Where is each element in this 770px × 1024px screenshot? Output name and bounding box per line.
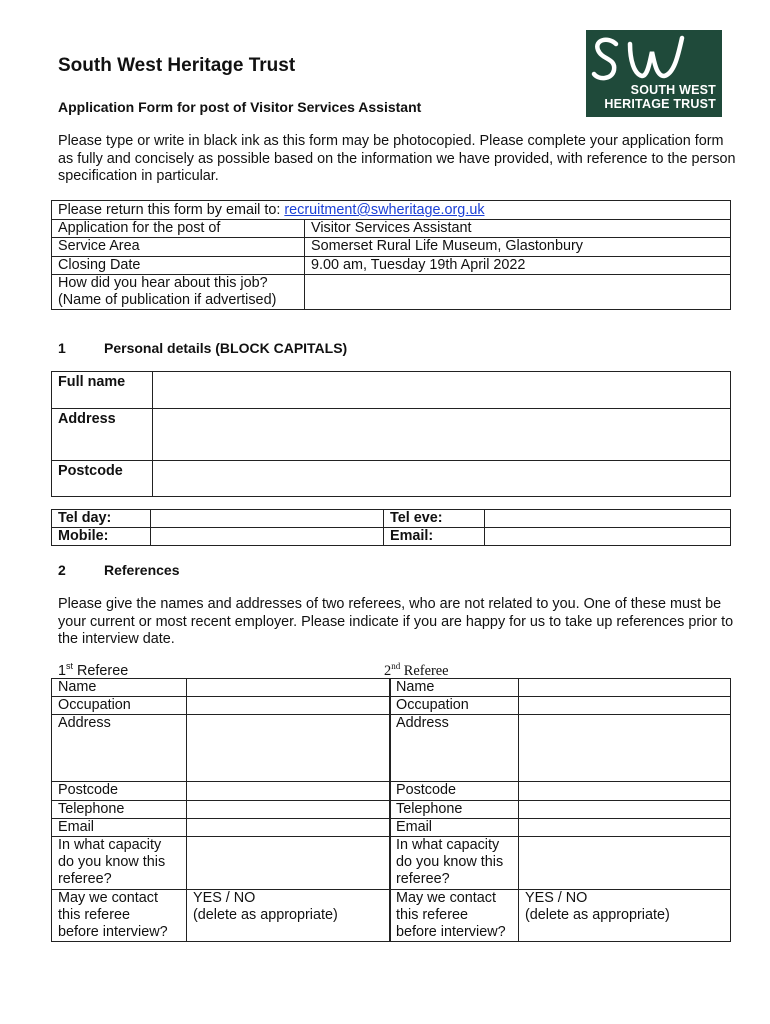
referee-2-heading [384, 661, 449, 680]
referee-2-telephone-label: Telephone [390, 800, 519, 818]
hear-about-row [52, 274, 731, 309]
contact-line-3: before interview? [58, 924, 168, 941]
capacity-line-2: do you know this [58, 854, 166, 871]
referee-1-postcode-field[interactable] [187, 782, 391, 800]
referee-1-heading [58, 661, 128, 679]
hear-about-field[interactable] [305, 274, 731, 309]
section-1-number: 1 [58, 340, 66, 356]
job-info-row [52, 220, 731, 238]
job-info-row [52, 256, 731, 274]
contact-row-1 [52, 510, 731, 528]
yes-no-option: YES / NO [525, 889, 588, 906]
referee-2-telephone-row [390, 800, 731, 818]
referee-1-email-row [52, 818, 391, 836]
referee-2-capacity-field[interactable] [519, 837, 731, 890]
contact-row-2 [52, 528, 731, 546]
logo-line-2: HERITAGE TRUST [604, 97, 716, 111]
referee-1-contact-choice[interactable] [187, 889, 391, 942]
referee-1-email-label: Email [52, 818, 187, 836]
full-name-row [52, 372, 731, 409]
contact-line-2: this referee [58, 906, 130, 923]
tel-day-label: Tel day: [52, 510, 151, 528]
contact-line-3: before interview? [396, 924, 506, 941]
closing-date-label: Closing Date [52, 256, 305, 274]
referee-1-address-label: Address [52, 715, 187, 782]
referee-2-address-row [390, 715, 731, 782]
referee-2-postcode-field[interactable] [519, 782, 731, 800]
referee-1-suffix: st [66, 661, 74, 671]
referee-2-contact-row [390, 889, 731, 942]
hear-about-label [52, 274, 305, 309]
referee-2-postcode-label: Postcode [390, 782, 519, 800]
delete-note: (delete as appropriate) [193, 906, 338, 923]
address-field[interactable] [153, 409, 731, 461]
referee-2-contact-label [390, 889, 519, 942]
referee-1-contact-label [52, 889, 187, 942]
service-area-value: Somerset Rural Life Museum, Glastonbury [305, 238, 731, 256]
referee-1-address-row [52, 715, 391, 782]
referee-2-occupation-label: Occupation [390, 697, 519, 715]
referee-1-occupation-label: Occupation [52, 697, 187, 715]
referee-1-telephone-row [52, 800, 391, 818]
capacity-line-1: In what capacity [396, 837, 500, 854]
job-info-row [52, 238, 731, 256]
capacity-line-3: referee? [58, 871, 112, 888]
referee-1-capacity-label [52, 837, 187, 890]
page-title: South West Heritage Trust [58, 55, 296, 76]
section-2-number: 2 [58, 562, 66, 578]
referee-2-occupation-row [390, 697, 731, 715]
tel-day-field[interactable] [151, 510, 384, 528]
service-area-label: Service Area [52, 238, 305, 256]
post-label: Application for the post of [52, 220, 305, 238]
sw-monogram-icon [586, 30, 722, 86]
contact-line-1: May we contact [396, 889, 496, 906]
referee-1-email-field[interactable] [187, 818, 391, 836]
referee-1-capacity-row [52, 837, 391, 890]
personal-details-table [51, 371, 731, 497]
email-label: Email: [384, 528, 485, 546]
referee-2-contact-choice[interactable] [519, 889, 731, 942]
section-1-heading: Personal details (BLOCK CAPITALS) [104, 340, 348, 356]
intro-paragraph: Please type or write in black ink as this form may be photocopied. Please complete your application form as fully and concisely as possible based on the information we have provided, with reference to the person specification in particular. [58, 133, 736, 184]
tel-eve-field[interactable] [485, 510, 731, 528]
return-cell [52, 201, 731, 220]
post-value: Visitor Services Assistant [305, 220, 731, 238]
referee-1-contact-row [52, 889, 391, 942]
referee-2-address-label: Address [390, 715, 519, 782]
mobile-field[interactable] [151, 528, 384, 546]
return-prefix: Please return this form by email to: [58, 202, 285, 218]
references-intro: Please give the names and addresses of two referees, who are not related to you. One of these must be your current or most recent employer. Please indicate if you are happy for us to take up references prior to the interview date. [58, 596, 734, 647]
contact-table [51, 509, 731, 546]
referee-1-postcode-row [52, 782, 391, 800]
referee-1-table [51, 678, 391, 942]
postcode-field[interactable] [153, 461, 731, 497]
referee-2-telephone-field[interactable] [519, 800, 731, 818]
referee-1-capacity-field[interactable] [187, 837, 391, 890]
closing-date-value: 9.00 am, Tuesday 19th April 2022 [305, 256, 731, 274]
address-row [52, 409, 731, 461]
return-email-link[interactable]: recruitment@swheritage.org.uk [284, 202, 485, 218]
return-row [52, 201, 731, 220]
referee-2-suffix: nd [391, 661, 401, 671]
address-label: Address [52, 409, 153, 461]
mobile-label: Mobile: [52, 528, 151, 546]
capacity-line-2: do you know this [396, 854, 504, 871]
referee-1-name-label: Name [52, 679, 187, 697]
referee-2-name-label: Name [390, 679, 519, 697]
referee-2-number: 2 [384, 662, 392, 679]
referee-2-postcode-row [390, 782, 731, 800]
delete-note: (delete as appropriate) [525, 906, 670, 923]
referee-2-name-row [390, 679, 731, 697]
referee-1-name-row [52, 679, 391, 697]
hear-about-label-line1: How did you hear about this job? [58, 274, 268, 291]
referee-2-capacity-row [390, 837, 731, 890]
section-2-heading: References [104, 562, 180, 578]
referee-2-address-field[interactable] [519, 715, 731, 782]
full-name-label: Full name [52, 372, 153, 409]
referee-1-occupation-row [52, 697, 391, 715]
referee-1-name-field[interactable] [187, 679, 391, 697]
postcode-label: Postcode [52, 461, 153, 497]
contact-line-1: May we contact [58, 889, 158, 906]
referee-1-address-field[interactable] [187, 715, 391, 782]
referee-2-table [389, 678, 731, 942]
referee-2-word: Referee [400, 662, 449, 679]
hear-about-label-line2: (Name of publication if advertised) [58, 292, 277, 309]
capacity-line-3: referee? [396, 871, 450, 888]
tel-eve-label: Tel eve: [384, 510, 485, 528]
referee-2-email-row [390, 818, 731, 836]
referee-2-email-field[interactable] [519, 818, 731, 836]
referee-2-email-label: Email [390, 818, 519, 836]
trust-logo [586, 30, 722, 117]
referee-1-telephone-label: Telephone [52, 800, 187, 818]
logo-line-1: SOUTH WEST [630, 83, 716, 97]
postcode-row [52, 461, 731, 497]
referee-1-postcode-label: Postcode [52, 782, 187, 800]
contact-line-2: this referee [396, 906, 468, 923]
referee-2-capacity-label [390, 837, 519, 890]
yes-no-option: YES / NO [193, 889, 256, 906]
referee-1-occupation-field[interactable] [187, 697, 391, 715]
referee-1-number: 1 [58, 662, 67, 679]
referee-1-word: Referee [73, 662, 129, 679]
referee-1-telephone-field[interactable] [187, 800, 391, 818]
referee-2-occupation-field[interactable] [519, 697, 731, 715]
full-name-field[interactable] [153, 372, 731, 409]
referee-2-name-field[interactable] [519, 679, 731, 697]
job-info-table [51, 200, 731, 310]
email-field[interactable] [485, 528, 731, 546]
form-subtitle: Application Form for post of Visitor Services Assistant [58, 99, 422, 115]
capacity-line-1: In what capacity [58, 837, 162, 854]
